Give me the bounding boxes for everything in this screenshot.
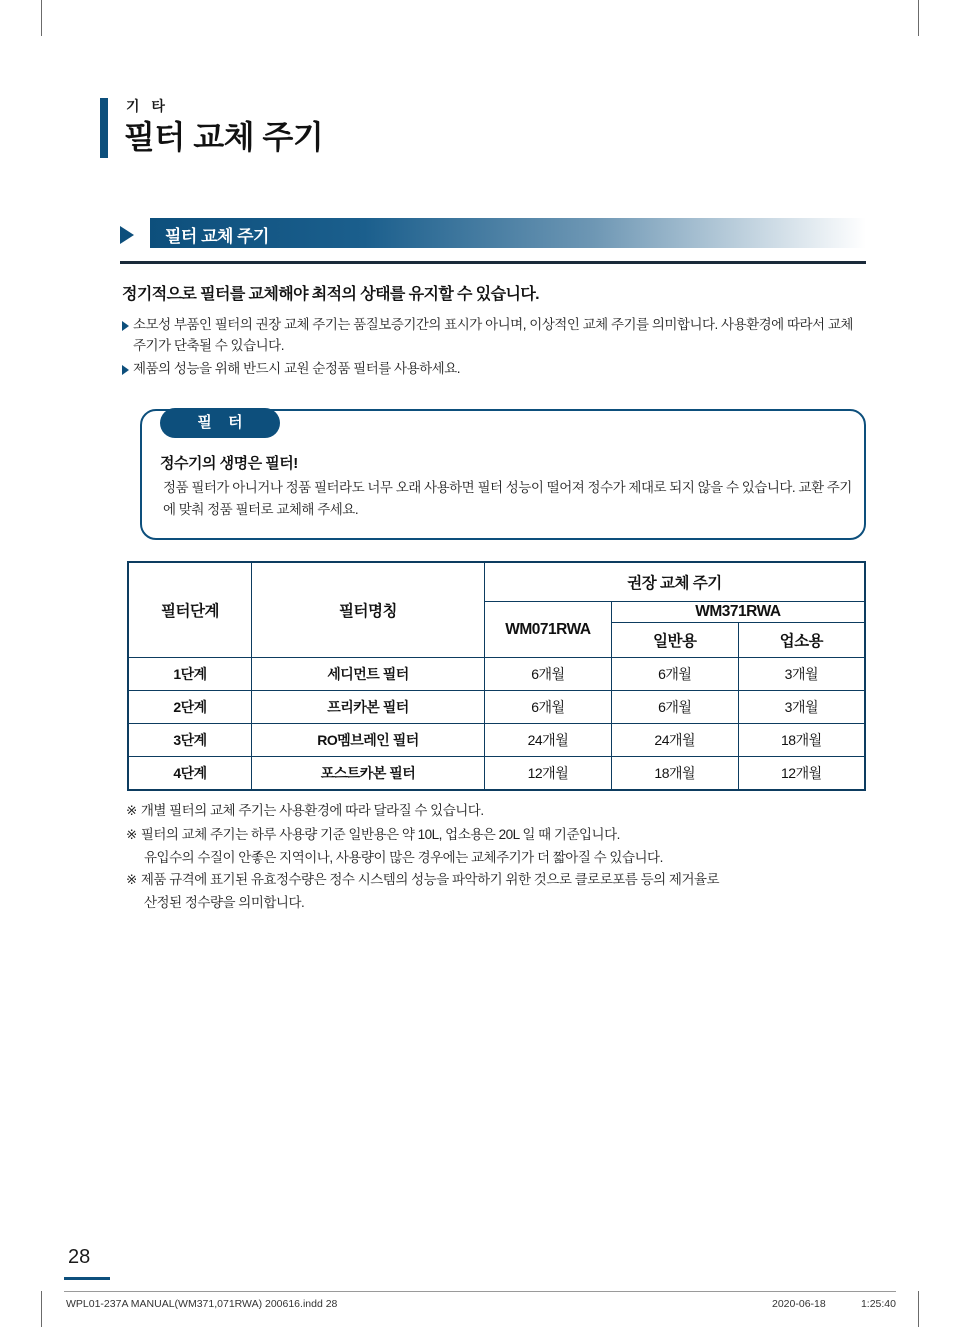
header-model-wm371rwa: WM371RWA [611, 602, 865, 623]
note-body: 정품 필터가 아니거나 정품 필터라도 너무 오래 사용하면 필터 성능이 떨어져 정수가 제대로 되지 않을 수 있습니다. 교환 주기에 맞춰 정품 필터로 교체해 주세요. [163, 480, 852, 517]
table-body [128, 658, 865, 791]
cell-wm371-business: 12개월 [738, 757, 865, 791]
cell-wm371-business: 3개월 [738, 658, 865, 691]
header-sub-general: 일반용 [611, 623, 738, 658]
cell-name: RO멤브레인 필터 [252, 724, 485, 757]
chapter-kicker: 기 타 [126, 98, 169, 114]
cell-wm371-business: 3개월 [738, 691, 865, 724]
bullet-text: 소모성 부품인 필터의 권장 교체 주기는 품질보증기간의 표시가 아니며, 이상적인 교체 주기를 의미합니다. 사용환경에 따라서 교체 주기가 단축될 수 있습니다. [133, 317, 853, 353]
footnote-item [126, 869, 871, 891]
section-heading [120, 218, 866, 252]
page-title: 필터 교체 주기 [124, 119, 324, 155]
header-sub-business: 업소용 [738, 623, 865, 658]
cell-stage: 1단계 [128, 658, 252, 691]
header-name: 필터명칭 [252, 562, 485, 658]
footer-time: 1:25:40 [860, 1298, 896, 1310]
cell-wm071: 6개월 [485, 691, 612, 724]
cell-wm371-business: 18개월 [738, 724, 865, 757]
crop-mark-bottom-right [918, 1291, 919, 1327]
table-row [128, 724, 865, 757]
footnote-mark: ※ [126, 803, 137, 818]
cell-stage: 3단계 [128, 724, 252, 757]
cell-stage: 2단계 [128, 691, 252, 724]
cell-name: 프리카본 필터 [252, 691, 485, 724]
triangle-bullet-icon [122, 365, 129, 375]
cell-wm071: 6개월 [485, 658, 612, 691]
cell-wm371-general: 18개월 [611, 757, 738, 791]
filter-cycle-table-wrapper [127, 561, 866, 791]
cell-wm371-general: 6개월 [611, 691, 738, 724]
footer-filename: WPL01-237A MANUAL(WM371,071RWA) 200616.indd 28 [66, 1298, 338, 1310]
footer-date: 2020-06-18 [772, 1298, 826, 1310]
footnote-item [126, 824, 871, 846]
crop-mark-top-left [41, 0, 42, 36]
crop-mark-top-right [918, 0, 919, 36]
lead-text: 정기적으로 필터를 교체해야 최적의 상태를 유지할 수 있습니다. [122, 286, 540, 303]
table-header-row-1 [128, 562, 865, 602]
list-item [122, 315, 862, 357]
bullet-text: 제품의 성능을 위해 반드시 교원 순정품 필터를 사용하세요. [133, 360, 460, 376]
cell-stage: 4단계 [128, 757, 252, 791]
triangle-right-icon [120, 226, 134, 244]
footnote-mark: ※ [126, 871, 137, 887]
bullet-list [122, 315, 862, 382]
table-head [128, 562, 865, 658]
footnote-continuation: 유입수의 수질이 안좋은 지역이나, 사용량이 많은 경우에는 교체주기가 더 짧아질 수 있습니다. [144, 850, 663, 866]
header-cycle-group: 권장 교체 주기 [485, 562, 866, 602]
cell-wm071: 24개월 [485, 724, 612, 757]
note-pill-label: 필 터 [160, 408, 280, 438]
triangle-bullet-icon [122, 321, 129, 331]
footnote-mark: ※ [126, 826, 137, 842]
cell-name: 세디먼트 필터 [252, 658, 485, 691]
table-row [128, 691, 865, 724]
chapter-header [100, 96, 323, 158]
footnote-continuation: 산정된 정수량을 의미합니다. [144, 895, 305, 911]
footnote-text: 필터의 교체 주기는 하루 사용량 기준 일반용은 약 10L, 업소용은 20L 일 때 기준입니다. [140, 826, 620, 842]
footer-timestamp [772, 1298, 896, 1310]
footnote-text: 개별 필터의 교체 주기는 사용환경에 따라 달라질 수 있습니다. [140, 803, 484, 818]
footnote-list [126, 800, 871, 914]
cell-wm371-general: 6개월 [611, 658, 738, 691]
footnote-item [126, 800, 871, 822]
table-row [128, 757, 865, 791]
section-divider [120, 261, 866, 264]
note-title: 정수기의 생명은 필터! [160, 455, 298, 472]
chapter-accent-bar [100, 98, 108, 158]
cell-name: 포스트카본 필터 [252, 757, 485, 791]
cell-wm371-general: 24개월 [611, 724, 738, 757]
crop-mark-bottom-left [41, 1291, 42, 1327]
header-stage: 필터단계 [128, 562, 252, 658]
section-heading-label: 필터 교체 주기 [165, 227, 269, 246]
footer-divider [64, 1291, 896, 1292]
cell-wm071: 12개월 [485, 757, 612, 791]
table-row [128, 658, 865, 691]
footnote-text: 제품 규격에 표기된 유효정수량은 정수 시스템의 성능을 파악하기 위한 것으로 클로로포름 등의 제거율로 [140, 871, 720, 887]
filter-cycle-table [127, 561, 866, 791]
page-number-underline [64, 1277, 110, 1280]
header-model-wm071rwa: WM071RWA [485, 602, 612, 658]
page-number: 28 [68, 1246, 91, 1268]
list-item [122, 359, 862, 380]
